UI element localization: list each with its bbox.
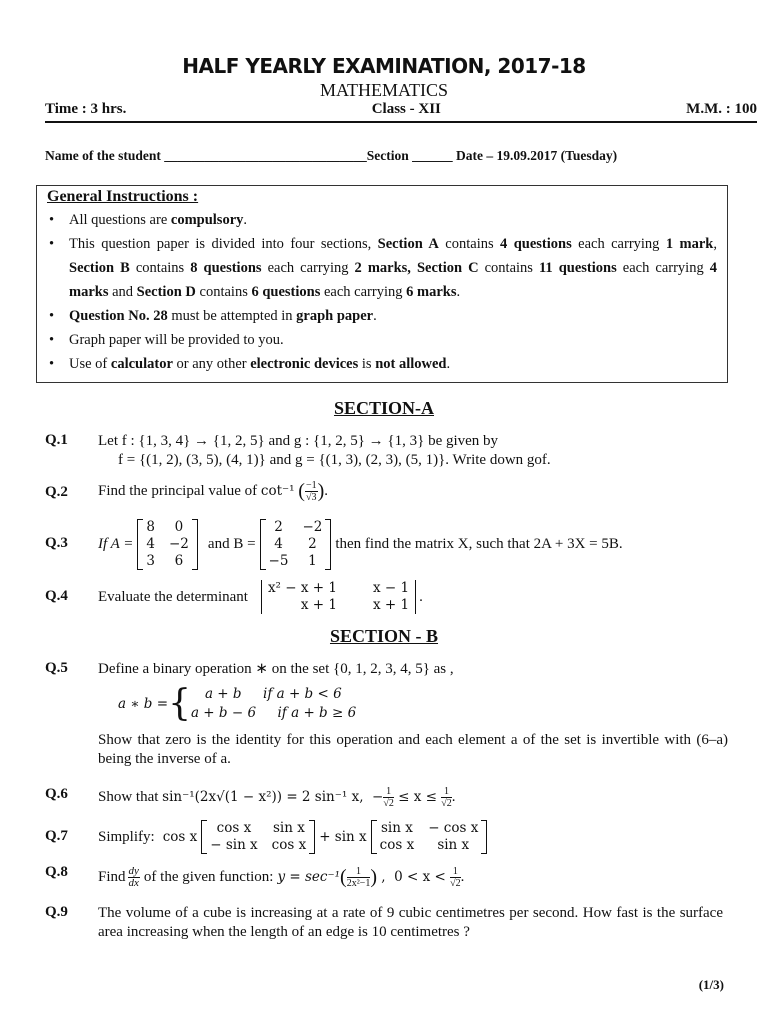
q7-number: Q.7 [45, 828, 68, 844]
matrix-a [137, 519, 198, 570]
q3-text: If A = 8 0 4 −2 3 6 and B = 2 −2 4 2 −5 1 then find the matrix X, such that 2A + 3X = 5B. [98, 518, 623, 569]
exam-time: Time : 3 hrs. [45, 101, 127, 117]
q2-number: Q.2 [45, 484, 68, 500]
matrix-cell: − cos x [428, 820, 479, 836]
max-marks: M.M. : 100 [686, 101, 757, 117]
matrix-cell: 2 [308, 535, 317, 552]
cot-inverse: cot⁻¹ [260, 482, 295, 499]
q1-number: Q.1 [45, 432, 68, 448]
exam-class: Class - XII [371, 101, 441, 117]
q2-fraction: $\frac{-1}{√3}$ [305, 480, 317, 503]
instruction-item: • Graph paper will be provided to you. [47, 328, 717, 352]
instructions-list [47, 208, 717, 376]
matrix-cell: 4 [274, 535, 283, 552]
q2-text: Find the principal value of cot⁻¹ ( $\frac{-1}{√3}$ ). [98, 480, 329, 503]
general-instructions-box [36, 185, 728, 383]
matrix-cell: 8 [146, 518, 155, 535]
page-number: (1/3) [698, 977, 724, 992]
matrix-m2 [371, 820, 488, 854]
matrix-cell: x + 1 [372, 597, 410, 613]
matrix-cell: −2 [169, 535, 189, 552]
q6-text: Show that sin⁻¹(2x√(1 − x²)) = 2 sin⁻¹ x, − $\frac{1}{√2}$ ≤ x ≤ $\frac{1}{√2}$ . [98, 786, 456, 809]
matrix-cell: 2 [274, 518, 283, 535]
instruction-item: • This question paper is divided into four sections, Section A contains 4 questions each carrying 1 mark, Section B contains 8 questions each carrying 2 marks, Section C contains 11 questions each carrying 4 marks and Section D contains 6 questions each carrying 6 marks. [47, 232, 717, 304]
q5-number: Q.5 [45, 660, 68, 676]
matrix-cell: cos x [216, 820, 252, 836]
q7-text: Simplify: cos x cos x sin x − sin x cos x + sin x sin x − cos x cos x sin x [98, 817, 487, 857]
q4-number: Q.4 [45, 588, 68, 604]
instruction-item: • Use of calculator or any other electronic devices is not allowed. [47, 352, 717, 376]
instruction-item: • Question No. 28 must be attempted in graph paper. [47, 304, 717, 328]
matrix-cell: sin x [273, 820, 305, 836]
matrix-cell: sin x [437, 837, 470, 853]
q9-number: Q.9 [45, 904, 68, 920]
q8-text: Find $\frac{dy}{dx}$ of the given function: y = sec⁻¹ ( $\frac{1}{\text{2x²−1}}$ ) , 0 < x < $\frac{1}{√2}$ . [98, 864, 465, 889]
instruction-item: • All questions are compulsory. [47, 208, 717, 232]
exam-meta-row [45, 101, 757, 123]
q1-text [98, 432, 551, 470]
matrix-cell: 0 [174, 518, 184, 535]
matrix-cell: 6 [174, 552, 184, 569]
matrix-cell: x − 1 [372, 580, 410, 596]
matrix-cell: sin x [380, 820, 413, 836]
matrix-cell: cos x [271, 837, 307, 853]
section-a-heading: SECTION-A [333, 398, 435, 418]
instructions-heading: General Instructions : [47, 188, 199, 205]
determinant [258, 580, 419, 614]
matrix-cell: −2 [302, 518, 323, 535]
q3-number: Q.3 [45, 535, 68, 551]
q5-text: Define a binary operation ∗ on the set {0, 1, 2, 3, 4, 5} as , a ∗ b = { a + b if a + b < 6 a + b − 6 if a + b ≥ 6 Show that zero is the identity for this operation and each element a of the set is invertible with (6–a) being the inverse of a. [98, 661, 728, 767]
matrix-cell: −5 [268, 552, 289, 569]
q1-line2: f = {(1, 2), (3, 5), (4, 1)} and g = {(1, 3), (2, 3), (5, 1)}. Write down gof. [118, 452, 551, 468]
matrix-b [260, 519, 332, 570]
q8-number: Q.8 [45, 864, 68, 880]
matrix-cell: 1 [308, 552, 317, 569]
exam-title: HALF YEARLY EXAMINATION, 2017-18 [182, 54, 586, 78]
q4-text: Evaluate the determinant x² − x + 1 x − 1 x + 1 x + 1 . [98, 580, 423, 613]
student-info-row: Name of the student ______________________________Section ______ Date – 19.09.2017 (Tuesday) [45, 148, 618, 163]
section-b-heading: SECTION - B [329, 626, 439, 646]
q5-piecewise: a ∗ b = { a + b if a + b < 6 a + b − 6 if a + b ≥ 6 [118, 683, 357, 724]
q9-text: The volume of a cube is increasing at a rate of 9 cubic centimetres per second. How fast is the surface area increasing when the length of an edge is 10 centimetres ? [98, 905, 723, 940]
q6-number: Q.6 [45, 786, 68, 802]
matrix-cell: x + 1 [300, 597, 337, 613]
matrix-cell: cos x [379, 837, 415, 853]
subject-title: MATHEMATICS [319, 80, 448, 100]
matrix-cell: x² − x + 1 [267, 580, 337, 596]
matrix-cell: 3 [146, 552, 155, 569]
q1-line1: Let f : {1, 3, 4} → {1, 2, 5} and g : {1, 2, 5} → {1, 3} be given by [98, 433, 499, 449]
matrix-cell: − sin x [210, 837, 258, 853]
matrix-cell: 4 [146, 535, 155, 552]
matrix-m1 [201, 820, 315, 854]
